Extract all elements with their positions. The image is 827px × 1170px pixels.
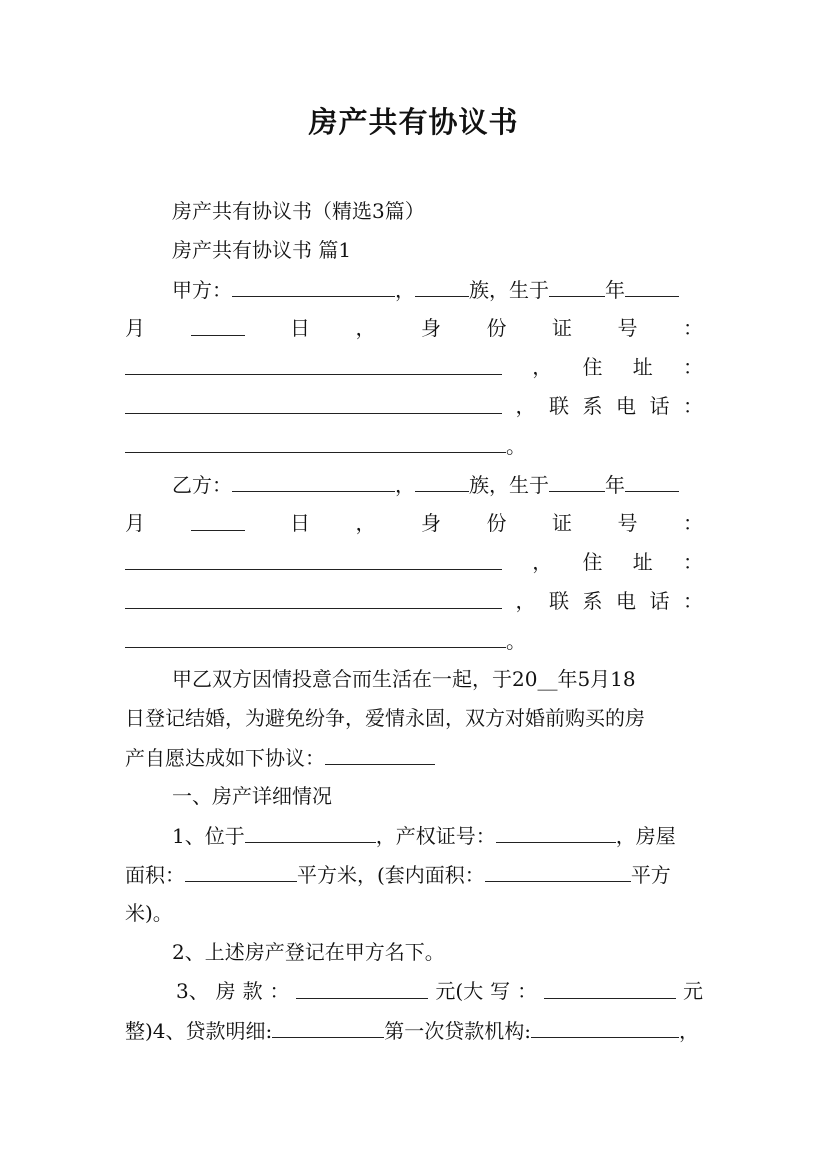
marriage-paragraph-line-3 — [125, 744, 435, 771]
address-char: 址 — [632, 550, 653, 574]
party-a-phone-blank-line — [125, 432, 526, 459]
comma: ， — [532, 355, 553, 379]
item1-line-1 — [172, 822, 676, 849]
item1-area-unit: 平方米，(套内面积： — [297, 863, 485, 887]
comma: ， — [395, 278, 415, 302]
party-b-day-blank — [191, 510, 245, 531]
phone-char: 话 — [649, 589, 670, 613]
item3-char: ： — [269, 979, 290, 1003]
item1-inner-area-blank — [485, 861, 631, 882]
marriage-paragraph-line-2: 日登记结婚，为避免纷争，爱情永固，双方对婚前购买的房 — [125, 706, 645, 730]
item1-area-blank — [185, 861, 297, 882]
comma: ， — [355, 316, 376, 340]
item1-cert-label: ，产权证号： — [375, 824, 496, 848]
item1-cert-blank — [496, 822, 616, 843]
item1-area-label: 面积： — [125, 863, 185, 887]
phone-char: 电 — [616, 589, 636, 613]
party-a-address-blank — [125, 393, 502, 414]
item3-char: 房 — [215, 979, 236, 1003]
party-b-line — [172, 471, 679, 498]
id-char: ： — [683, 511, 703, 535]
phone-char: ： — [683, 394, 703, 418]
party-a-id-line — [125, 315, 703, 341]
address-char: 住 — [582, 550, 603, 574]
comma: ， — [532, 550, 553, 574]
item3-yuan-label: 元(大 — [435, 979, 484, 1003]
party-a-ethnicity-blank — [415, 276, 469, 297]
marriage-paragraph-text: 产自愿达成如下协议： — [125, 746, 325, 770]
item1-inner-unit: 平方 — [630, 863, 671, 887]
party-b-phone-line — [125, 588, 703, 614]
item3-char: 款 — [242, 979, 263, 1003]
party-b-year-blank — [549, 471, 605, 492]
item3-write-label: 写 — [490, 979, 511, 1003]
item3-amount-blank — [296, 978, 428, 999]
party-a-address-line — [125, 354, 703, 380]
item4-line — [125, 1017, 699, 1044]
section-heading-1: 一、房产详细情况 — [172, 784, 332, 808]
party-b-ethnicity-blank — [415, 471, 469, 492]
phone-char: 联 — [549, 589, 569, 613]
id-char: 身 — [421, 316, 441, 340]
item1-prefix: 1、位于 — [172, 824, 245, 848]
phone-char: 系 — [582, 394, 603, 418]
party-a-month-blank — [625, 276, 679, 297]
item1-location-blank — [245, 822, 376, 843]
id-char: 份 — [486, 316, 507, 340]
id-char: ： — [683, 316, 703, 340]
address-char: 址 — [632, 355, 653, 379]
party-b-label: 乙方： — [172, 473, 232, 497]
agreement-blank — [325, 744, 435, 765]
party-b-address-blank — [125, 588, 502, 609]
item3-yuan2-label: 元 — [682, 979, 703, 1003]
month-label: 月 — [125, 511, 145, 535]
address-char: 住 — [582, 355, 603, 379]
comma: ， — [515, 589, 536, 613]
id-char: 证 — [552, 511, 572, 535]
item4-comma: ， — [679, 1019, 700, 1043]
year-label: 年 — [605, 473, 625, 497]
item1-line-2 — [125, 861, 671, 888]
intro-line: 房产共有协议书（精选3篇） — [172, 199, 425, 223]
party-b-phone-blank-line — [125, 627, 526, 654]
id-char: 身 — [421, 511, 441, 535]
comma: ， — [355, 511, 376, 535]
item3-colon: ： — [517, 979, 538, 1003]
ethnicity-label: 族，生于 — [469, 473, 549, 497]
party-b-phone-blank — [125, 627, 506, 648]
item2-line: 2、上述房产登记在甲方名下。 — [172, 940, 445, 964]
phone-char: 联 — [549, 394, 569, 418]
item4-institution-blank — [531, 1017, 679, 1038]
period: 。 — [506, 629, 526, 653]
item3-char: 3、 — [176, 979, 209, 1003]
phone-char: ： — [683, 589, 703, 613]
document-title: 房产共有协议书 — [308, 105, 519, 139]
item1-line-3: 米)。 — [125, 901, 173, 925]
party-a-label: 甲方： — [172, 278, 232, 302]
party-a-day-blank — [191, 315, 245, 336]
phone-char: 系 — [582, 589, 603, 613]
day-label: 日 — [290, 511, 310, 535]
party-b-month-blank — [625, 471, 679, 492]
item3-line — [176, 978, 703, 1004]
party-a-phone-line — [125, 393, 703, 419]
month-label: 月 — [125, 316, 145, 340]
id-char: 号 — [617, 511, 638, 535]
item3-capital-blank — [544, 978, 676, 999]
item4-loan-blank — [272, 1017, 384, 1038]
comma: ， — [515, 394, 536, 418]
party-a-name-blank — [232, 276, 395, 297]
comma: ， — [395, 473, 415, 497]
phone-char: 话 — [649, 394, 670, 418]
address-char: ： — [683, 355, 703, 379]
period: 。 — [506, 434, 526, 458]
section-heading: 房产共有协议书 篇1 — [172, 238, 352, 262]
id-char: 证 — [552, 316, 572, 340]
party-b-address-line — [125, 549, 703, 575]
year-label: 年 — [605, 278, 625, 302]
address-char: ： — [683, 550, 703, 574]
party-a-year-blank — [549, 276, 605, 297]
party-a-phone-blank — [125, 432, 506, 453]
id-char: 份 — [486, 511, 507, 535]
party-b-id-line — [125, 510, 703, 536]
item1-house-label: ，房屋 — [615, 824, 676, 848]
marriage-paragraph-line-1: 甲乙双方因情投意合而生活在一起，于20__年5月18 — [172, 667, 636, 691]
day-label: 日 — [290, 316, 310, 340]
id-char: 号 — [617, 316, 638, 340]
item4-prefix: 整)4、贷款明细: — [125, 1019, 273, 1043]
party-a-id-blank — [125, 354, 502, 375]
ethnicity-label: 族，生于 — [469, 278, 549, 302]
phone-char: 电 — [616, 394, 636, 418]
party-b-id-blank — [125, 549, 502, 570]
item4-first-label: 第一次贷款机构: — [384, 1019, 532, 1043]
party-a-line — [172, 276, 679, 303]
party-b-name-blank — [232, 471, 395, 492]
